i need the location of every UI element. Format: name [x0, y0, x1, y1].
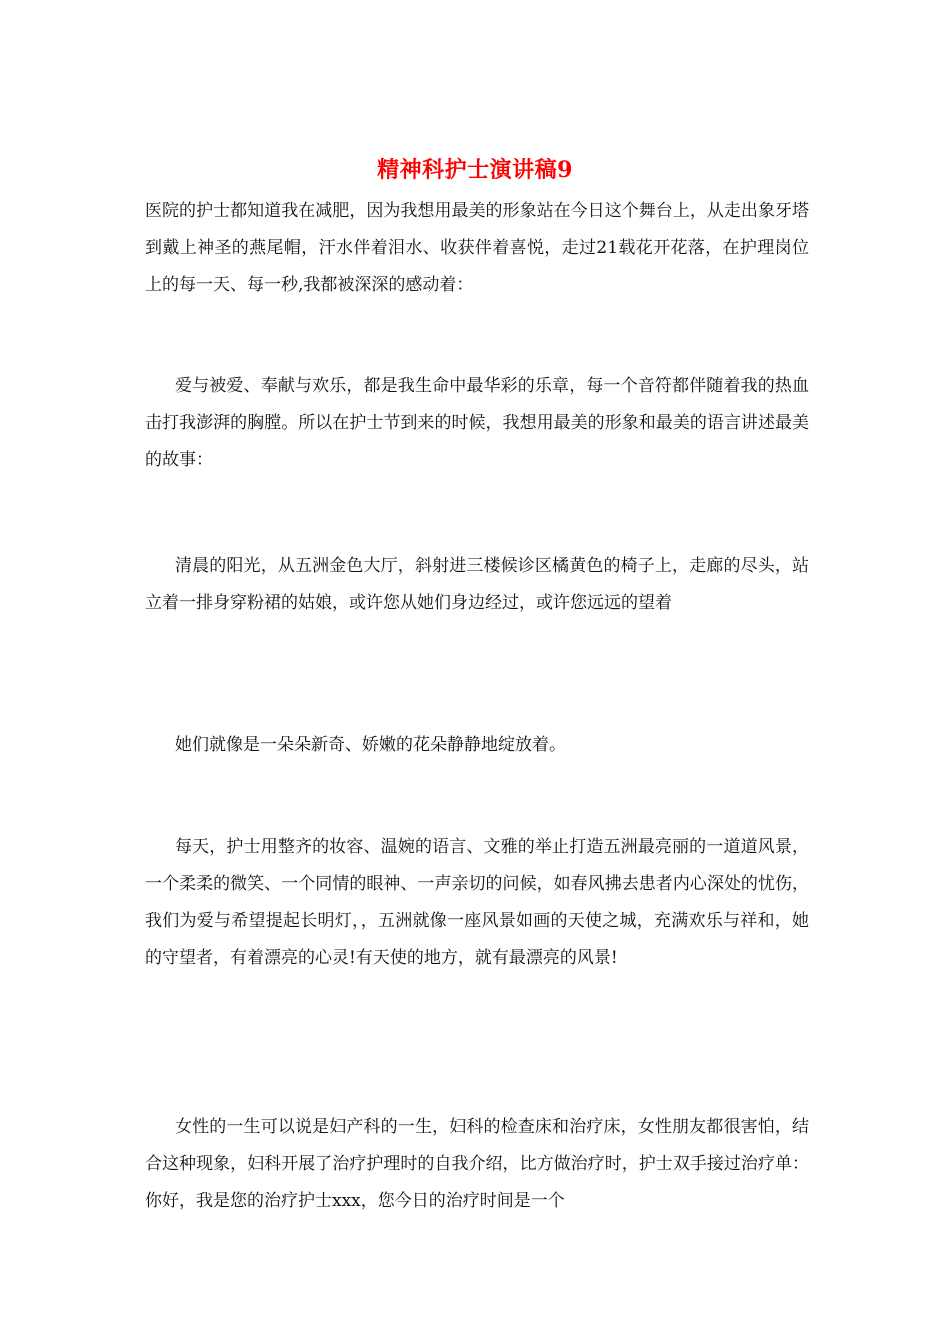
paragraph-4: 她们就像是一朵朵新奇、娇嫩的花朵静静地绽放着。	[175, 735, 566, 755]
paragraph-3: 清晨的阳光，从五洲金色大厅，斜射进三楼候诊区橘黄色的椅子上，走廊的尽头，站立着一排身穿粉裙的姑娘，或许您从她们身边经过，或许您远远的望着	[145, 556, 809, 613]
paragraph-5: 每天，护士用整齐的妆容、温婉的语言、文雅的举止打造五洲最亮丽的一道道风景，一个柔柔的微笑、一个同情的眼神、一声亲切的问候，如春风拂去患者内心深处的忧伤，我们为爱与希望提起长明灯，，五洲就像一座风景如画的天使之城，充满欢乐与祥和，她的守望者，有着漂亮的心灵!有天使的地方，就有最漂亮的风景!	[145, 837, 809, 968]
paragraph-1: 医院的护士都知道我在减肥，因为我想用最美的形象站在今日这个舞台上，从走出象牙塔到戴上神圣的燕尾帽，汗水伴着泪水、收获伴着喜悦，走过21载花开花落，在护理岗位上的每一天、每一秒,我都被深深的感动着：	[145, 201, 809, 295]
document-title: 精神科护士演讲稿9	[377, 157, 573, 183]
paragraph-6: 女性的一生可以说是妇产科的一生，妇科的检查床和治疗床，女性朋友都很害怕，结合这种现象，妇科开展了治疗护理时的自我介绍，比方做治疗时，护士双手接过治疗单：你好，我是您的治疗护士xxx，您今日的治疗时间是一个	[145, 1117, 809, 1211]
paragraph-2: 爱与被爱、奉献与欢乐，都是我生命中最华彩的乐章，每一个音符都伴随着我的热血击打我澎湃的胸膛。所以在护士节到来的时候，我想用最美的形象和最美的语言讲述最美的故事：	[145, 376, 809, 470]
